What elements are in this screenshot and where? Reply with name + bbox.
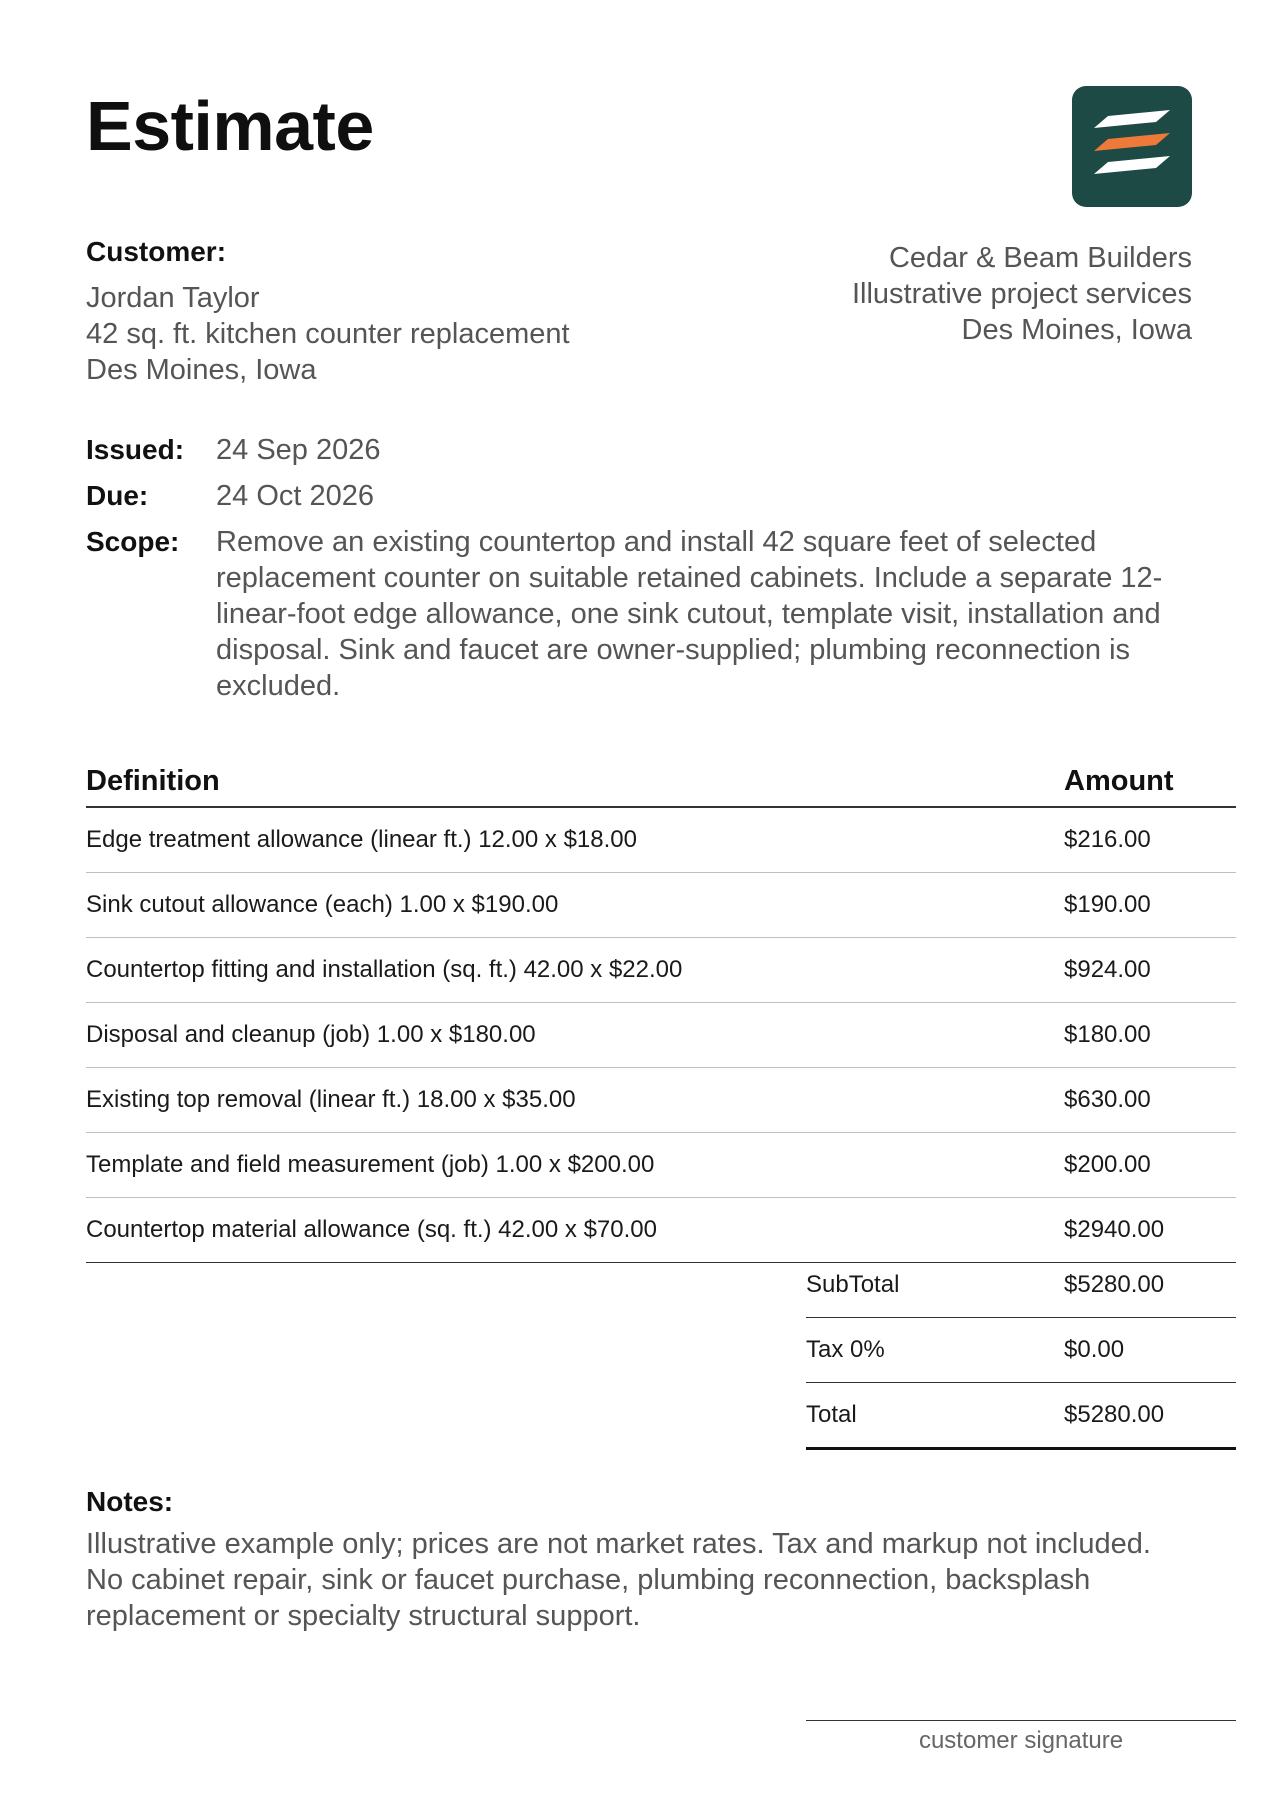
scope-text: Remove an existing countertop and install 42 square feet of selected replacement counter on suitable retained cabinets. Include a separate 12-linear-foot edge allowance, one sink cutout, template visit, installation and disposal. Sink and faucet are owner-supplied; plumbing reconnection is excluded. [216,526,1163,702]
company-logo [1072,86,1192,207]
customer-signature-line[interactable]: customer signature [806,1720,1236,1755]
item-amount: $924.00 [1064,956,1151,983]
item-description: Disposal and cleanup (job) 1.00 x $180.00 [86,1021,536,1048]
tax-value: $0.00 [1064,1336,1125,1363]
notes-label: Notes: [86,1486,174,1517]
item-description: Sink cutout allowance (each) 1.00 x $190.00 [86,891,559,918]
table-row [86,1068,1236,1133]
notes-text: Illustrative example only; prices are not market rates. Tax and markup not included. No cabinet repair, sink or faucet purchase, plumbing reconnection, backsplash replacement or specialty structural support. [86,1528,1151,1632]
subtotal-value: $5280.00 [1064,1271,1165,1298]
customer-block [86,236,786,388]
issued-date: 24 Sep 2026 [216,434,381,466]
total-label: Total [806,1401,857,1428]
total-value: $5280.00 [1064,1401,1165,1428]
item-description: Template and field measurement (job) 1.00 x $200.00 [86,1151,655,1178]
item-amount: $180.00 [1064,1021,1151,1048]
tax-label: Tax 0% [806,1336,885,1363]
item-description: Existing top removal (linear ft.) 18.00 x $35.00 [86,1086,576,1113]
header-definition: Definition [86,764,220,797]
company-block [852,240,1192,348]
subtotal-label: SubTotal [806,1271,900,1298]
table-row [86,873,1236,938]
table-row [86,1003,1236,1068]
table-row [86,1133,1236,1198]
header-amount: Amount [1064,764,1174,797]
customer-location: Des Moines, Iowa [86,354,317,386]
item-description: Countertop fitting and installation (sq. ft.) 42.00 x $22.00 [86,956,683,983]
table-header [86,756,1236,808]
item-description: Countertop material allowance (sq. ft.) 42.00 x $70.00 [86,1216,657,1243]
company-name: Cedar & Beam Builders [888,242,1192,274]
issued-label: Issued: [86,434,185,465]
total-row [806,1383,1236,1450]
item-amount: $2940.00 [1064,1216,1165,1243]
notes-block [86,1486,1186,1634]
subtotal-row [806,1253,1236,1318]
issued-row [86,432,1236,468]
item-amount: $190.00 [1064,891,1151,918]
table-row [86,938,1236,1003]
scope-label: Scope: [86,526,180,557]
totals-block [806,1253,1236,1450]
due-row [86,478,1236,514]
document-title: Estimate [86,87,374,165]
scope-row [86,524,1236,704]
item-amount: $200.00 [1064,1151,1151,1178]
customer-label: Customer: [86,236,227,267]
tax-row [806,1318,1236,1383]
item-amount: $630.00 [1064,1086,1151,1113]
company-tagline: Illustrative project services [851,278,1192,310]
stacked-layers-icon [1072,86,1192,207]
estimate-meta [86,432,1236,714]
due-label: Due: [86,480,149,511]
item-amount: $216.00 [1064,826,1151,853]
customer-project: 42 sq. ft. kitchen counter replacement [86,318,570,350]
table-row [86,808,1236,873]
line-items-table [86,756,1236,1263]
company-location: Des Moines, Iowa [961,314,1192,346]
customer-name: Jordan Taylor [86,282,260,314]
due-date: 24 Oct 2026 [216,480,374,512]
item-description: Edge treatment allowance (linear ft.) 12.00 x $18.00 [86,826,637,853]
